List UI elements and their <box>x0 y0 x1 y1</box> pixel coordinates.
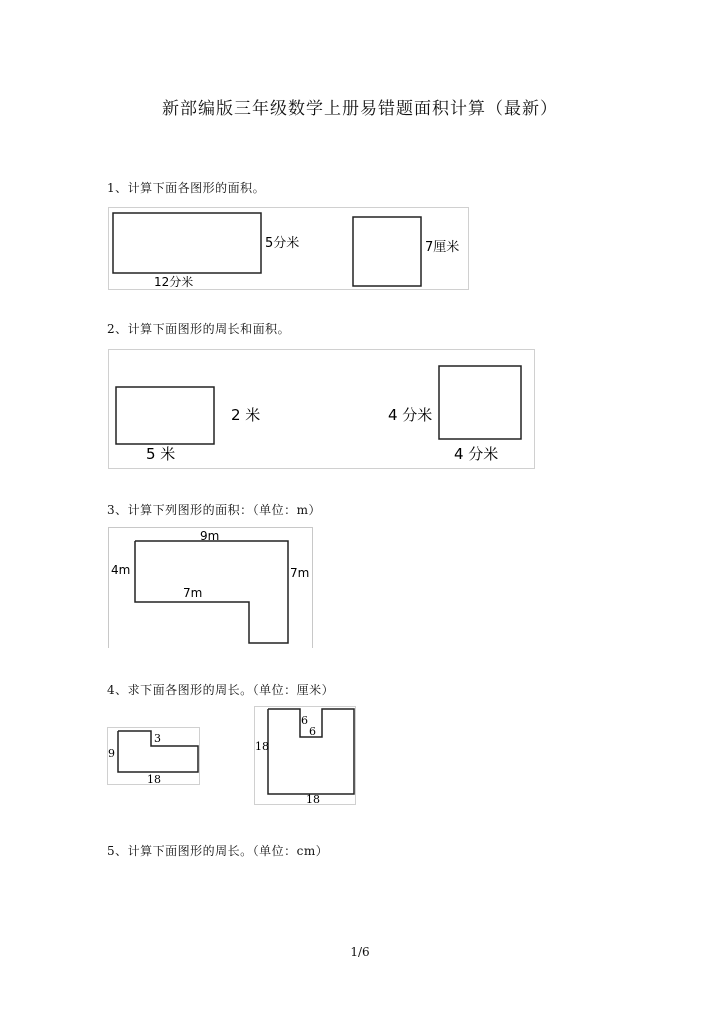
page-number: 1/6 <box>350 945 370 959</box>
notch-width-label: 6 <box>309 725 316 738</box>
rect-width-label: 5 米 <box>146 445 176 463</box>
figure-4b <box>254 706 357 810</box>
rectangle-shape <box>116 387 214 444</box>
square-side-label: 7厘米 <box>425 240 460 255</box>
notch-shape <box>268 709 354 794</box>
question-4: 4、求下面各图形的周长。（单位：厘米） <box>107 683 335 697</box>
square-bottom-label: 4 分米 <box>454 445 499 463</box>
question-1: 1、计算下面各图形的面积。 <box>107 181 266 195</box>
figure-3 <box>108 527 314 653</box>
top-label: 9m <box>200 529 220 543</box>
square-shape <box>353 217 421 286</box>
rect-width-label: 12分米 <box>154 275 194 289</box>
question-3: 3、计算下列图形的面积：（单位：m） <box>107 503 322 517</box>
left-label: 9 <box>108 747 115 760</box>
l-shape <box>135 541 288 643</box>
notch-height-label: 6 <box>301 714 308 727</box>
figure-4a <box>107 727 202 791</box>
right-label: 7m <box>290 566 310 580</box>
bottom-label: 18 <box>306 793 320 806</box>
bottom-label: 18 <box>147 773 161 786</box>
question-2: 2、计算下面图形的周长和面积。 <box>107 322 291 336</box>
rect-height-label: 5分米 <box>265 236 300 251</box>
figure-1 <box>108 207 470 295</box>
left-label: 4m <box>111 563 131 577</box>
page-title: 新部编版三年级数学上册易错题面积计算（最新） <box>162 99 558 119</box>
question-5: 5、计算下面图形的周长。（单位：cm） <box>107 844 329 858</box>
rectangle-shape <box>113 213 261 273</box>
square-left-label: 4 分米 <box>388 406 433 424</box>
square-shape <box>439 366 521 439</box>
step-label: 3 <box>154 732 161 745</box>
figure-2 <box>108 349 536 474</box>
inner-label: 7m <box>183 586 203 600</box>
left-label: 18 <box>255 740 269 753</box>
rect-height-label: 2 米 <box>231 406 261 424</box>
